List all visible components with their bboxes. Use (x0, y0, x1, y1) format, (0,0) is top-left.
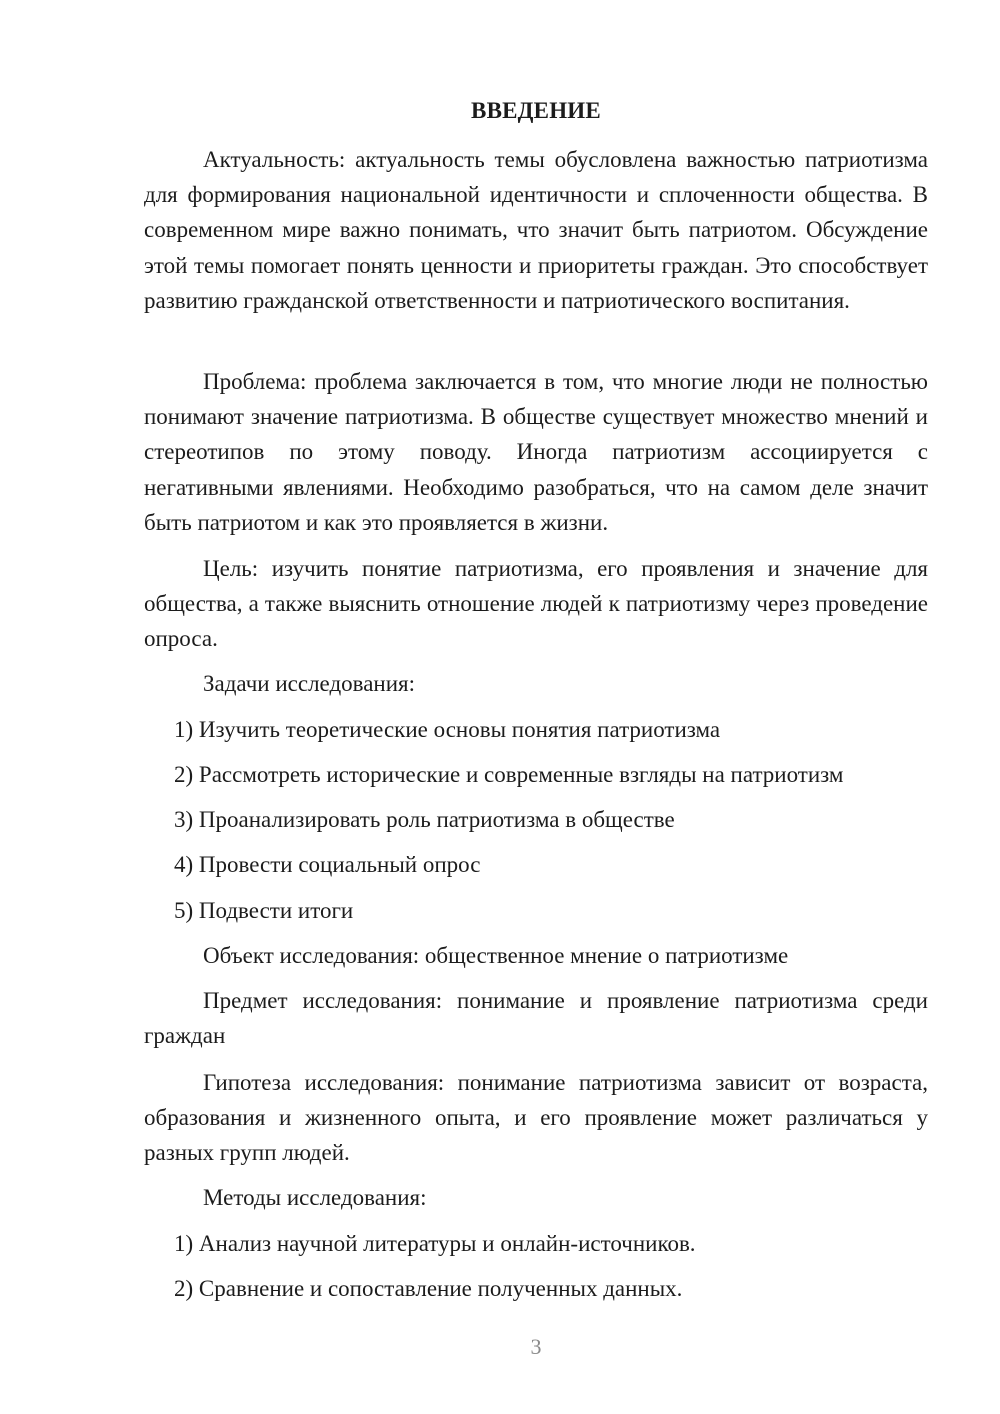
methods-heading: Методы исследования: (203, 1185, 427, 1210)
subject-paragraph: Предмет исследования: понимание и проявление патриотизма среди граждан (144, 988, 928, 1049)
object-line: Объект исследования: общественное мнение о патриотизме (203, 943, 789, 968)
problem-paragraph: Проблема: проблема заключается в том, что многие люди не полностью понимают значение патриотизма. В обществе существует множество мнений и стереотипов по этому поводу. Иногда патриотизм ассоциируется с негативными явлениями. Необходимо разобраться, что на самом деле значит быть патриотом и как это проявляется в жизни. (144, 369, 928, 535)
section-title: ВВЕДЕНИЕ (471, 98, 601, 123)
task-item: 1) Изучить теоретические основы понятия патриотизма (174, 717, 721, 742)
relevance-paragraph: Актуальность: актуальность темы обусловлена важностью патриотизма для формирования национальной идентичности и сплоченности общества. В современном мире важно понимать, что значит быть патриотом. Обсуждение этой темы помогает понять ценности и приоритеты граждан. Это способствует развитию гражданской ответственности и патриотического воспитания. (144, 147, 928, 313)
hypothesis-paragraph: Гипотеза исследования: понимание патриотизма зависит от возраста, образования и жизненного опыта, и его проявление может различаться у разных групп людей. (144, 1070, 928, 1166)
goal-paragraph: Цель: изучить понятие патриотизма, его проявления и значение для общества, а также выяснить отношение людей к патриотизму через проведение опроса. (144, 556, 928, 652)
tasks-heading: Задачи исследования: (203, 671, 416, 696)
task-item: 2) Рассмотреть исторические и современные взгляды на патриотизм (174, 762, 844, 787)
method-item: 2) Сравнение и сопоставление полученных данных. (174, 1276, 683, 1301)
task-item: 4) Провести социальный опрос (174, 852, 481, 877)
task-item: 3) Проанализировать роль патриотизма в обществе (174, 807, 675, 832)
page-number: 3 (530, 1334, 542, 1359)
method-item: 1) Анализ научной литературы и онлайн-источников. (174, 1231, 696, 1256)
task-item: 5) Подвести итоги (174, 898, 354, 923)
